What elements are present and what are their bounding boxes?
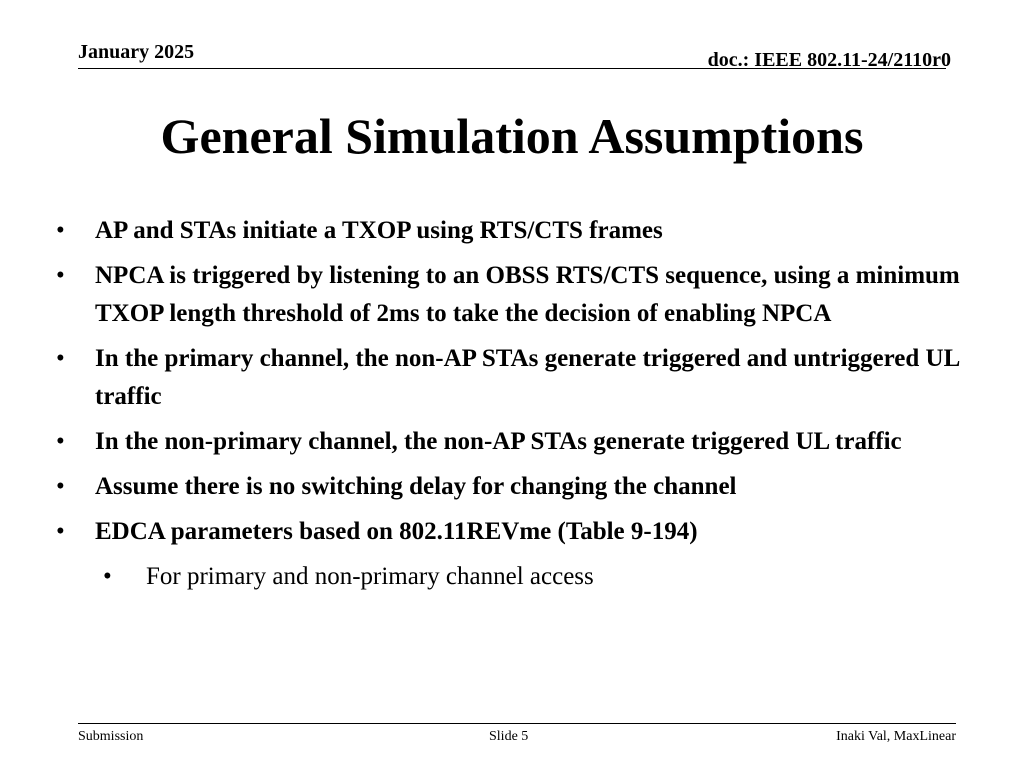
bullet-list xyxy=(56,212,976,596)
bullet-dot: • xyxy=(56,262,65,289)
bullet-item xyxy=(56,468,976,506)
slide-title: General Simulation Assumptions xyxy=(160,108,864,164)
footer-divider xyxy=(78,723,956,724)
footer-submission: Submission xyxy=(78,729,144,744)
bullet-dot: • xyxy=(56,217,65,244)
bullet-item xyxy=(56,423,976,461)
bullet-text: AP and STAs initiate a TXOP using RTS/CTS frames xyxy=(95,217,663,244)
bullet-text: Assume there is no switching delay for changing the channel xyxy=(95,473,737,500)
bullet-dot: • xyxy=(56,345,65,372)
bullet-item xyxy=(56,257,976,333)
bullet-dot: • xyxy=(56,473,65,500)
bullet-dot: • xyxy=(56,428,65,455)
bullet-text: EDCA parameters based on 802.11REVme (Table 9-194) xyxy=(95,518,698,545)
footer-slide-number: Slide 5 xyxy=(489,729,529,744)
sub-bullet-text: For primary and non-primary channel access xyxy=(146,563,594,590)
header-doc-id: doc.: IEEE 802.11-24/2110r0 xyxy=(707,49,951,71)
sub-bullet-dot: • xyxy=(103,563,112,590)
bullet-text: NPCA is triggered by listening to an OBSS RTS/CTS sequence, using a minimum TXOP length threshold of 2ms to take the decision of enabling NPCA xyxy=(95,262,960,327)
footer-author: Inaki Val, MaxLinear xyxy=(836,729,956,744)
header-divider xyxy=(78,68,946,69)
bullet-item xyxy=(56,513,976,551)
sub-bullet-item xyxy=(56,558,976,596)
bullet-text: In the primary channel, the non-AP STAs generate triggered and untriggered UL traffic xyxy=(95,345,959,410)
bullet-dot: • xyxy=(56,518,65,545)
bullet-item xyxy=(56,340,976,416)
bullet-text: In the non-primary channel, the non-AP STAs generate triggered UL traffic xyxy=(95,428,902,455)
bullet-item xyxy=(56,212,976,250)
header-date: January 2025 xyxy=(78,41,195,63)
